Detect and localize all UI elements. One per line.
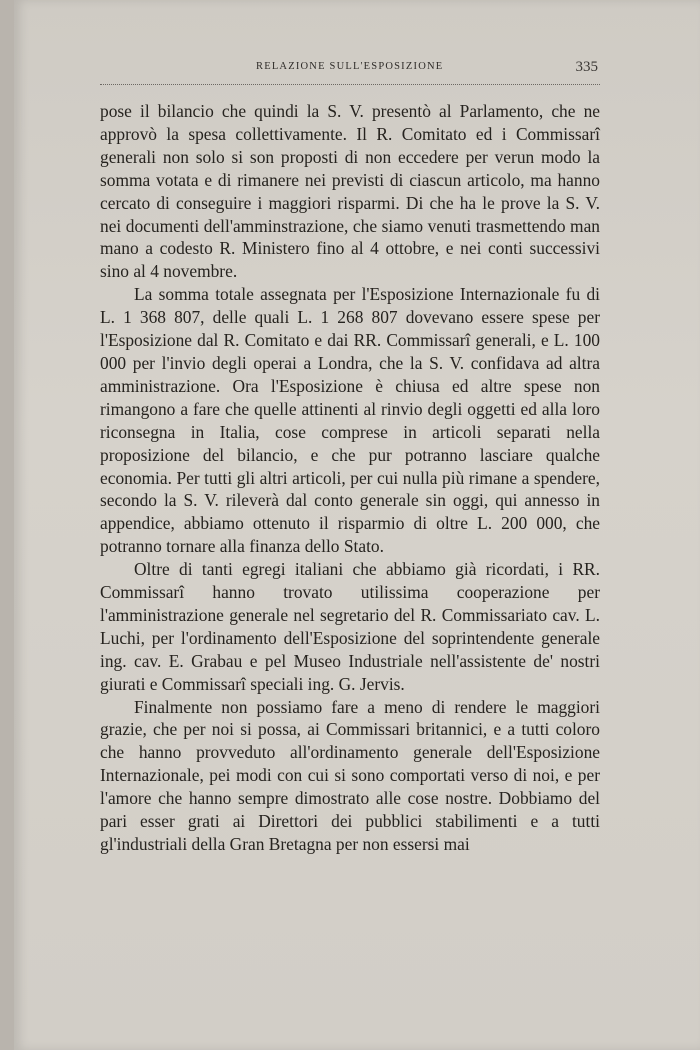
paragraph-thanks: Finalmente non possiamo fare a meno di rendere le maggiori grazie, che per noi si possa, ai Commissari britannici, e a tutti coloro che hanno provveduto all'ordinamento generale dell'Esposizione Internazionale, pei modi con cui si sono comportati verso di noi, e per l'amore che hanno sempre dimostrato alle cose nostre. Dobbiamo del pari esser grati ai Direttori dei pubblici stabilimenti e a tutti gl'industriali della Gran Bretagna per non essersi mai	[100, 696, 600, 854]
body-text	[100, 100, 600, 856]
paragraph-budget: La somma totale assegnata per l'Esposizione Internazionale fu di L. 1 368 807, delle quali L. 1 268 807 dovevano essere spese per l'Esposizione dal R. Comitato e dai RR. Commissarî generali, e L. 100 000 per l'invio degli operai a Londra, che la S. V. confidava ad altra amministrazione. Ora l'Esposizione è chiusa ed altre spese non rimangono a fare che quelle attinenti al rinvio degli oggetti ed alla loro riconsegna in Italia, cose comprese in articoli separati nella proposizione del bilancio, e che pur potranno lasciare qualche economia. Per tutti gli altri articoli, per cui nulla più rimane a spendere, secondo la S. V. rileverà dal conto generale sin oggi, qui annesso in appendice, abbiamo ottenuto il risparmio di oltre L. 200 000, che potranno tornare alla finanza dello Stato.	[100, 284, 600, 557]
running-title: RELAZIONE SULL'ESPOSIZIONE	[256, 61, 444, 72]
book-page	[14, 0, 700, 1050]
paragraph-cooperation: Oltre di tanti egregi italiani che abbiamo già ricordati, i RR. Commissarî hanno trovato utilissima cooperazione per l'amministrazione generale nel segretario del R. Commissariato cav. L. Luchi, per l'ordinamento dell'Esposizione del soprintendente generale ing. cav. E. Grabau e pel Museo Industriale nell'assistente de' nostri giurati e Commissarî speciali ing. G. Jervis.	[100, 559, 600, 694]
paragraph-continuation: pose il bilancio che quindi la S. V. presentò al Parlamento, che ne approvò la spesa collettivamente. Il R. Comitato ed i Commissarî generali non solo si son proposti di non eccedere per verun modo la somma votata e di rimanere nei previsti di ciascun articolo, ma hanno cercato di conseguire i maggiori risparmi. Di che ha le prove la S. V. nei documenti dell'amminstrazione, che siamo venuti trasmettendo man mano a codesto R. Ministero fino al 4 ottobre, e nei conti successivi sino al 4 novembre.	[100, 101, 600, 282]
running-header	[100, 56, 600, 85]
page-number: 335	[575, 59, 598, 75]
